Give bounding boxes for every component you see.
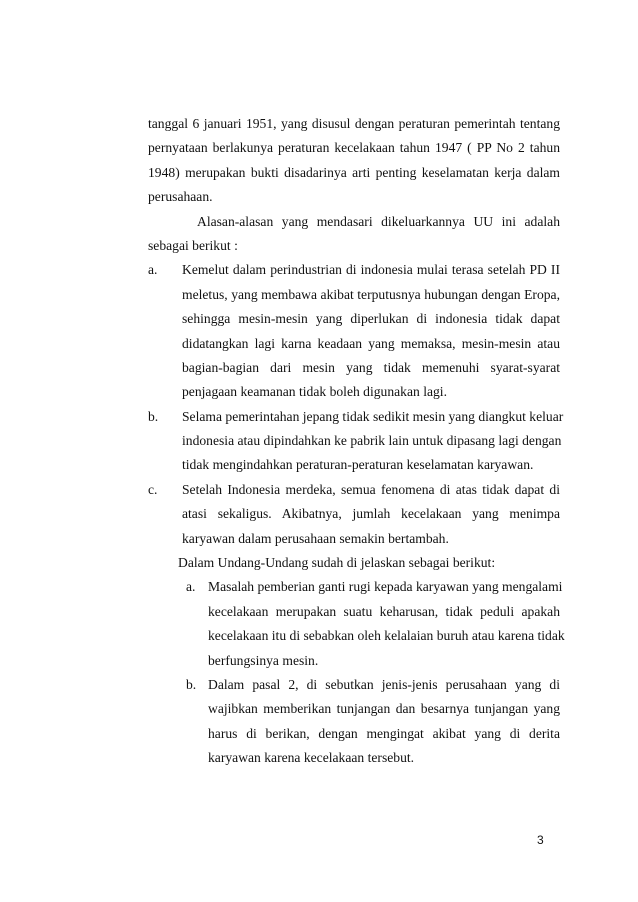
text-line: tanggal 6 januari 1951, yang disusul dengan peraturan pemerintah tentang — [148, 116, 560, 131]
paragraph-continuation — [148, 112, 560, 210]
list-item — [148, 575, 565, 673]
list-item — [148, 478, 560, 551]
text-line: didatangkan lagi karna keadaan yang memaksa, mesin-mesin atau — [182, 335, 560, 351]
list-item — [148, 405, 564, 478]
text-line: meletus, yang membawa akibat terputusnya hubungan dengan Eropa, — [182, 286, 560, 302]
list-marker: a. — [186, 579, 196, 595]
text-line: penjagaan keamanan tidak boleh digunakan lagi. — [182, 384, 447, 400]
law-list — [148, 575, 565, 770]
page-number: 3 — [537, 833, 544, 847]
text-line: karyawan dalam perusahaan semakin bertambah. — [182, 530, 449, 546]
text-line: wajibkan memberikan tunjangan dan besarnya tunjangan yang — [208, 701, 560, 717]
text-line: harus di berikan, dengan mengingat akibat yang di derita — [208, 725, 560, 741]
text-line: kecelakaan itu di sebabkan oleh kelalaian buruh atau karena tidak — [208, 628, 565, 644]
text-line: Setelah Indonesia merdeka, semua fenomena di atas tidak dapat di — [182, 481, 560, 497]
text-line: sehingga mesin-mesin yang diperlukan di indonesia tidak dapat — [182, 311, 560, 327]
list-marker: b. — [186, 676, 197, 692]
paragraph-reasons-intro — [148, 210, 560, 259]
law-subheading: Dalam Undang-Undang sudah di jelaskan sebagai berikut: — [178, 555, 496, 571]
text-line: Masalah pemberian ganti rugi kepada karyawan yang mengalami — [208, 579, 563, 595]
list-item — [148, 673, 560, 771]
reasons-list — [148, 258, 564, 551]
text-line: tidak mengindahkan peraturan-peraturan keselamatan karyawan. — [182, 457, 534, 473]
text-line: pernyataan berlakunya peraturan kecelakaan tahun 1947 ( PP No 2 tahun — [148, 140, 560, 156]
text-line: sebagai berikut : — [148, 237, 238, 253]
list-marker: c. — [148, 481, 158, 497]
text-line: bagian-bagian dari mesin yang tidak memenuhi syarat-syarat — [182, 359, 560, 375]
text-line: indonesia atau dipindahkan ke pabrik lain untuk dipasang lagi dengan — [182, 433, 562, 449]
text-line: Selama pemerintahan jepang tidak sedikit mesin yang diangkut keluar — [182, 408, 564, 424]
list-marker: b. — [148, 408, 159, 424]
text-line: Kemelut dalam perindustrian di indonesia mulai terasa setelah PD II — [182, 262, 560, 278]
text-line: berfungsinya mesin. — [208, 652, 319, 668]
text-line: karyawan karena kecelakaan tersebut. — [208, 750, 415, 766]
text-line: 1948) merupakan bukti disadarinya arti penting keselamatan kerja dalam — [148, 164, 560, 180]
text-line: kecelakaan merupakan suatu keharusan, tidak peduli apakah — [208, 603, 560, 619]
list-marker: a. — [148, 262, 158, 278]
text-line: perusahaan. — [148, 189, 213, 205]
text-line: atasi sekaligus. Akibatnya, jumlah kecelakaan yang menimpa — [182, 506, 560, 522]
text-line: Alasan-alasan yang mendasari dikeluarkannya UU ini adalah — [197, 213, 560, 229]
text-line: Dalam pasal 2, di sebutkan jenis-jenis perusahaan yang di — [208, 676, 560, 692]
body-text — [148, 112, 565, 771]
list-item — [148, 258, 560, 404]
